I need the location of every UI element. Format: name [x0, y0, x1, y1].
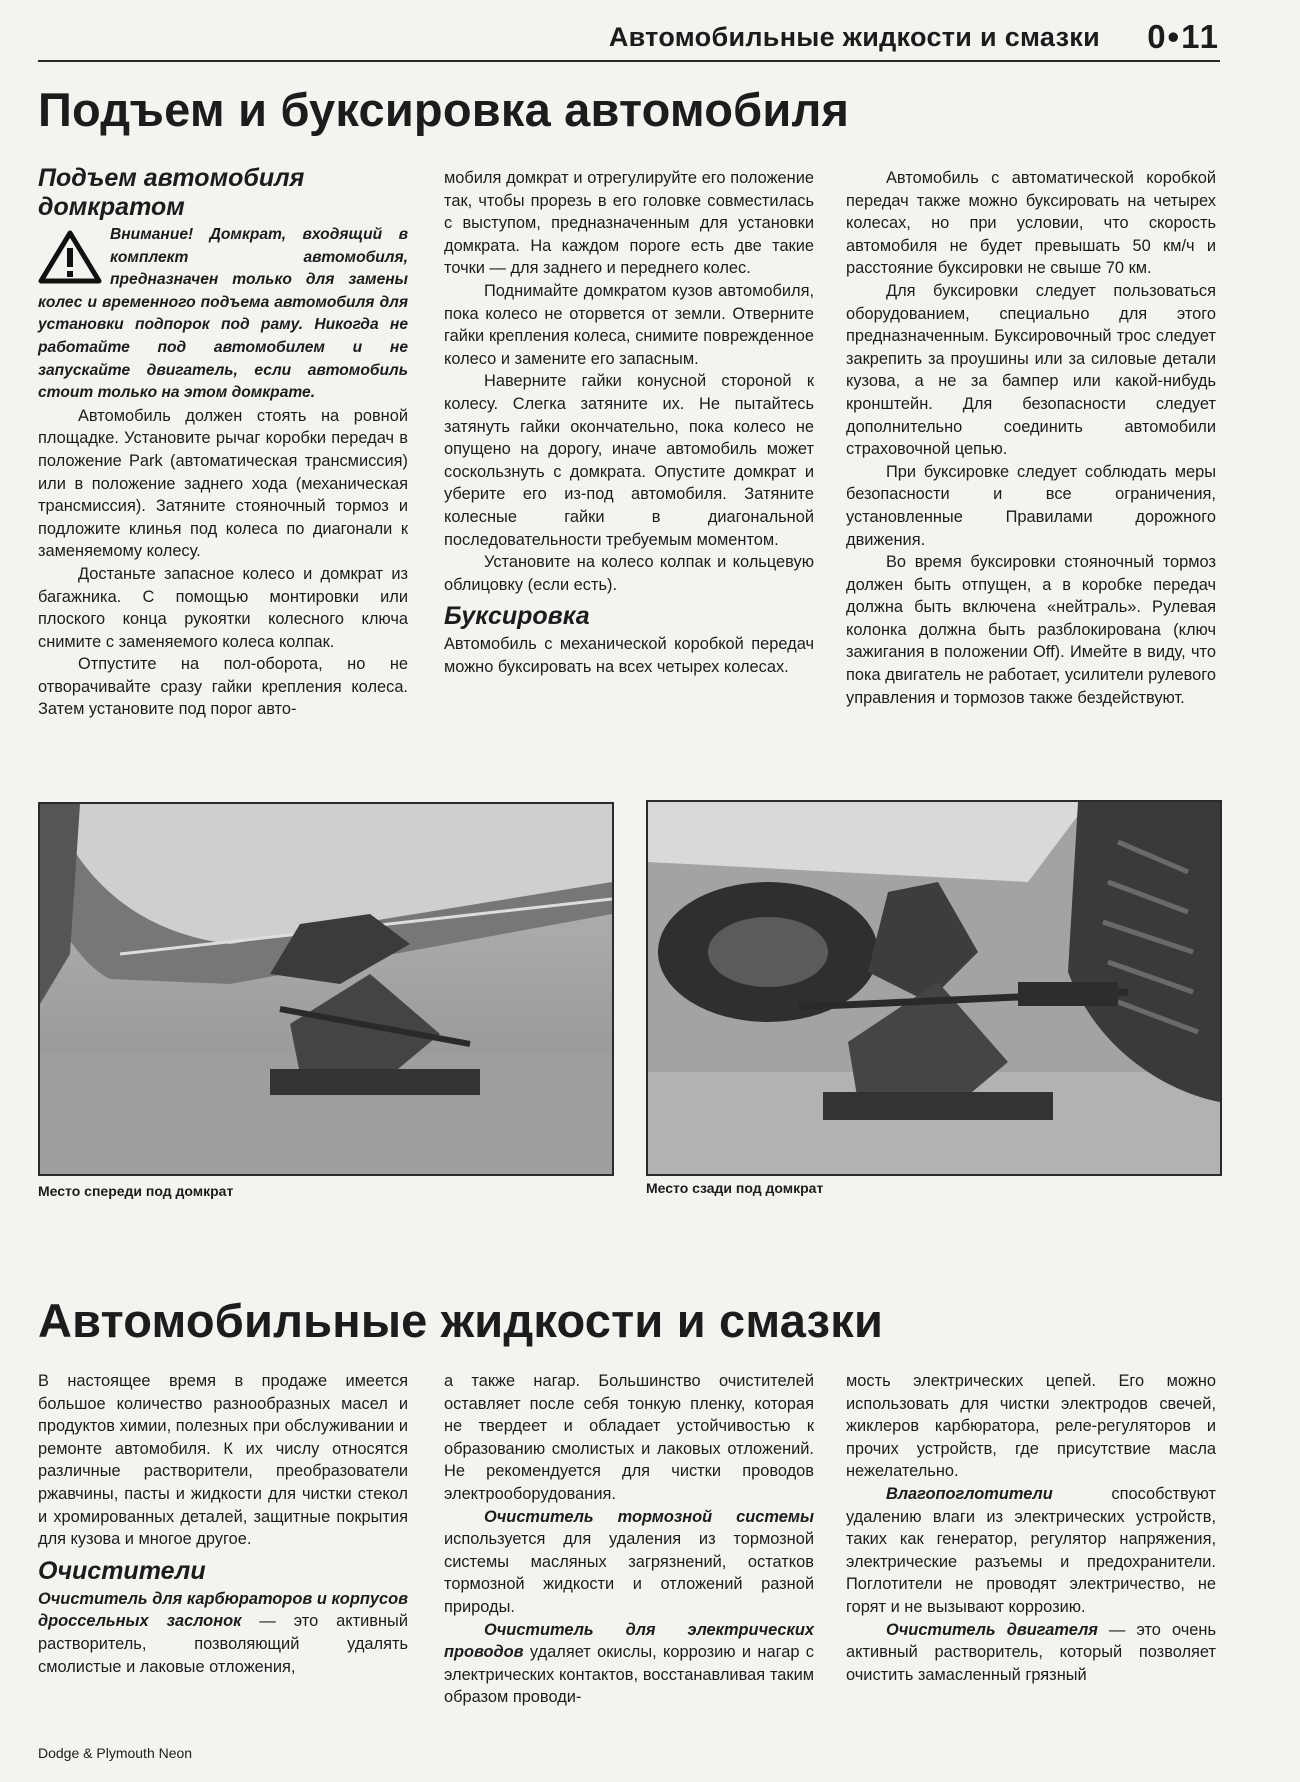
photo-caption-front: Место спереди под домкрат: [38, 1183, 234, 1199]
section2-column-1: [38, 1370, 408, 1678]
paragraph: Автомобиль должен стоять на ровной площадке. Установите рычаг коробки передач в положение Park (автоматическая трансмиссия) или в положение заднего хода (механическая трансмиссия). Затяните стояночный тормоз и подложите клинья под колеса по диагонали к заменяемому колесу.: [38, 406, 408, 561]
term-brake-cleaner: Очиститель тормозной системы: [484, 1507, 814, 1526]
subheading-jack-lifting: Подъем автомобиля домкратом: [38, 164, 305, 221]
footer-book-title: Dodge & Plymouth Neon: [38, 1745, 193, 1761]
paragraph: При буксировке следует соблюдать меры безопасности и все ограничения, установленные Правилами дорожного движения.: [846, 462, 1216, 549]
paragraph: мость электрических цепей. Его можно использовать для чистки электродов свечей, жиклеров карбюратора, реле-регуляторов и прочих устройств, где присутствие масла нежелательно.: [846, 1372, 1216, 1481]
paragraph: Установите на колесо колпак и кольцевую облицовку (если есть).: [444, 553, 814, 594]
paragraph: Автомобиль с механической коробкой передач можно буксировать на всех четырех колесах.: [444, 635, 814, 676]
subheading-cleaners: Очистители: [38, 1556, 206, 1585]
page-number: 0•11: [1147, 18, 1220, 55]
section-title-lifting-towing: Подъем и буксировка автомобиля: [38, 83, 850, 136]
paragraph: а также нагар. Большинство очистителей оставляет после себя тонкую пленку, которая не твердеет и обладает устойчивостью к образованию смолистых и лаковых отложений. Не рекомендуется для чистки проводов электрооборудования.: [444, 1372, 814, 1503]
paragraph: Для буксировки следует пользоваться оборудованием, специально для этого предназначенным. Буксировочный трос следует закрепить за проушины или за силовые детали кузова, а не за бампер или какой-нибудь кронштейн. Для безопасности следует дополнительно соединить автомобили страховочной цепью.: [846, 281, 1216, 459]
paragraph: мобиля домкрат и отрегулируйте его положение так, чтобы прорезь в его головке совместилась с выступом, предназначенным для установки домкрата. На каждом пороге есть две такие точки — для заднего и переднего колес.: [444, 169, 814, 278]
paragraph: Отпустите на пол-оборота, но не отворачивайте сразу гайки крепления колеса. Затем установите под порог авто-: [38, 655, 408, 719]
term-carb-cleaner: Очиститель для карбюраторов и корпусов дроссельных заслонок: [38, 1589, 408, 1631]
term-moisture-absorber: Влагопоглотители: [886, 1484, 1053, 1503]
paragraph: Очиститель двигателя — это очень активный растворитель, который позволяет очистить замасленный грязный: [846, 1620, 1216, 1684]
section1-column-3: [846, 167, 1216, 709]
section2-column-3: [846, 1370, 1216, 1686]
warning-triangle-icon: [38, 230, 102, 284]
section1-column-2: [444, 167, 814, 678]
term-engine-cleaner: Очиститель двигателя: [886, 1620, 1098, 1639]
paragraph: Влагопоглотители способствуют удалению влаги из электрических устройств, таких как генератор, регулятор напряжения, электрические разъемы и предохранители. Поглотители не проводят электричество, не горят и не вызывают коррозию.: [846, 1484, 1216, 1616]
term-electrical-cleaner: Очиститель для электрических проводов: [444, 1620, 814, 1662]
warning-block: [38, 224, 408, 405]
paragraph: Автомобиль с автоматической коробкой передач также можно буксировать на четырех колесах, но при условии, что скорость автомобиля не будет превышать 50 км/ч и расстояние буксировки не свыше 70 км.: [846, 169, 1216, 278]
photo-rear-jack-point: [646, 800, 1222, 1176]
paragraph: Наверните гайки конусной стороной к колесу. Слегка затяните их. Не пытайтесь затянуть гайки окончательно, пока колесо не опущено на дорогу, иначе автомобиль может соскользнуть с домкрата. Опустите домкрат и уберите его из-под автомобиля. Затяните колесные гайки в диагональной последовательности требуемым моментом.: [444, 372, 814, 549]
paragraph: Во время буксировки стояночный тормоз должен быть отпущен, а в коробке передач должна быть включена «нейтраль». Рулевая колонка должна быть разблокирована (ключ зажигания в положении Off). Имейте в виду, что пока двигатель не работает, усилители рулевого управления и тормозов также бездействуют.: [846, 553, 1216, 707]
paragraph: Поднимайте домкратом кузов автомобиля, пока колесо не оторвется от земли. Отверните гайки крепления колеса, снимите поврежденное колесо и замените его запасным.: [444, 281, 814, 368]
warning-text: Внимание! Домкрат, входящий в комплект автомобиля, предназначен только для замены колес и временного подъема автомобиля для установки подпорок под раму. Никогда не работайте под автомобилем и не запускайте двигатель, если автомобиль стоит только на этом домкрате.: [38, 226, 408, 402]
section2-column-2: [444, 1370, 814, 1709]
paragraph: Достаньте запасное колесо и домкрат из багажника. С помощью монтировки или плоского конца рукоятки колесного ключа снимите с заменяемого колеса колпак.: [38, 564, 408, 651]
photo-front-jack-point: [38, 802, 614, 1176]
header-rule: [38, 60, 1220, 62]
running-header-title: Автомобильные жидкости и смазки: [608, 22, 1100, 52]
paragraph: Очиститель тормозной системы используется для удаления из тормозной системы масляных загрязнений, остатков тормозной жидкости и отложений разной природы.: [444, 1507, 814, 1616]
section-title-fluids-lubricants: Автомобильные жидкости и смазки: [38, 1294, 884, 1347]
subheading-towing: Буксировка: [444, 602, 590, 631]
section1-column-1: [38, 162, 408, 721]
paragraph: Очиститель для карбюраторов и корпусов дроссельных заслонок — это активный растворитель, позволяющий удалять смолистые и лаковые отложения,: [38, 1589, 408, 1676]
paragraph: В настоящее время в продаже имеется большое количество разнообразных масел и продуктов химии, полезных при обслуживании и ремонте автомобиля. К их числу относятся различные растворители, преобразователи ржавчины, пасты и жидкости для чистки стекол и хромированных деталей, защитные покрытия для кузова и многое другое.: [38, 1372, 408, 1549]
paragraph: Очиститель для электрических проводов удаляет окислы, коррозию и нагар с электрических контактов, восстанавливая таким образом проводи-: [444, 1620, 814, 1707]
photo-caption-rear: Место сзади под домкрат: [646, 1180, 824, 1196]
